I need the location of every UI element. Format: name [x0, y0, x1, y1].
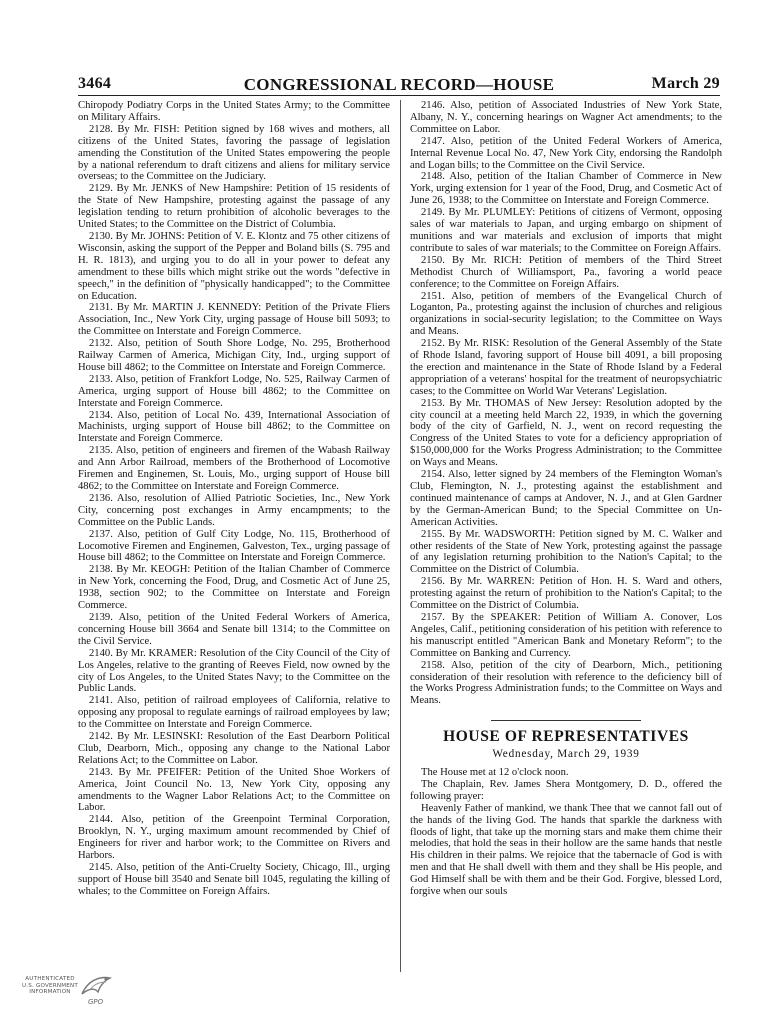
- paragraph: 2156. By Mr. WARREN: Petition of Hon. H. S. Ward and others, protesting against the return of prohibition to the Nation's Capital; to the Committee on the District of Columbia.: [410, 576, 722, 612]
- paragraph: 2135. Also, petition of engineers and firemen of the Wabash Railway and Ann Arbor Railroad, members of the Brotherhood of Locomotive Firemen and Enginemen, St. Louis, Mo., urging support of House bill 4862; to the Committee on Interstate and Foreign Commerce.: [78, 445, 390, 492]
- stamp-agency: GPO: [88, 998, 104, 1006]
- header-date: March 29: [651, 75, 720, 92]
- paragraph: 2147. Also, petition of the United Federal Workers of America, Internal Revenue Local No. 47, New York City, endorsing the Randolph and Logan bills; to the Committee on the Civil Service.: [410, 135, 722, 171]
- paragraph: 2152. By Mr. RISK: Resolution of the General Assembly of the State of Rhode Island, favoring support of House bill 4091, a bill proposing the erection and maintenance in the State of Rhode Island by a Federal appropriation of a veterans' hospital for the treatment of neuropsychiatric cases; to the Committee on World War Veterans' Legislation.: [410, 338, 722, 397]
- paragraph: 2134. Also, petition of Local No. 439, International Association of Machinists, urging support of House bill 4862; to the Committee on Interstate and Foreign Commerce.: [78, 409, 390, 445]
- paragraph: 2139. Also, petition of the United Federal Workers of America, concerning House bill 3664 and Senate bill 1314; to the Committee on the Civil Service.: [78, 611, 390, 647]
- paragraph: 2141. Also, petition of railroad employees of California, relative to opposing any proposal to regulate earnings of railroad employees by law; to the Committee on Interstate and Foreign Commerce.: [78, 695, 390, 731]
- paragraph: 2136. Also, resolution of Allied Patriotic Societies, Inc., New York City, concerning post exchanges in Army encampments; to the Committee on the Public Lands.: [78, 492, 390, 528]
- left-column: [78, 100, 390, 980]
- authentication-stamp: [22, 972, 118, 1012]
- paragraph: 2154. Also, letter signed by 24 members of the Flemington Woman's Club, Flemington, N. J., protesting against the establishment and continued maintenance of camps at Andover, N. J., and at Glen Gardner by the German-American Bund; to the Special Committee on Un-American Activities.: [410, 469, 722, 528]
- publication-title: CONGRESSIONAL RECORD—HOUSE: [243, 75, 555, 94]
- section-rule: [491, 720, 641, 721]
- prayer-paragraph: Heavenly Father of mankind, we thank Thee that we cannot fall out of the hands of the living God. The hands that sparkle the darkness with floods of light, that take up the morning stars and make them chime their melodies, that hold the seas in their hollow are the same hands that nestle His children in their palms. We rejoice that the tabernacle of God is with men and that He shall dwell with them and they shall be His people, and God Himself shall be with them and be their God. Forgive, blessed Lord, forgive when our souls: [410, 802, 722, 898]
- section-heading: HOUSE OF REPRESENTATIVES: [443, 728, 689, 746]
- paragraph: Chiropody Podiatry Corps in the United States Army; to the Committee on Military Affairs.: [78, 100, 390, 123]
- column-divider: [400, 100, 401, 972]
- section-date: Wednesday, March 29, 1939: [492, 748, 640, 761]
- paragraph: The House met at 12 o'clock noon.: [421, 767, 569, 779]
- page-header: [78, 73, 720, 96]
- paragraph: 2148. Also, petition of the Italian Chamber of Commerce in New York, urging extension for 1 year of the Food, Drug, and Cosmetic Act of June 26, 1938; to the Committee on Interstate and Foreign Commerce.: [410, 171, 722, 207]
- stamp-text: AUTHENTICATED U.S. GOVERNMENT INFORMATION: [22, 976, 79, 996]
- paragraph: 2142. By Mr. LESINSKI: Resolution of the East Dearborn Political Club, Dearborn, Mich., opposing any change to the National Labor Relations Act; to the Committee on Labor.: [78, 731, 390, 766]
- paragraph: 2128. By Mr. FISH: Petition signed by 168 wives and mothers, all citizens of the United States, favoring the passage of legislation amending the Constitution of the United States empowering the people by a national referendum to draft citizens and aliens for military service overseas; to the Committee on the Judiciary.: [78, 123, 390, 183]
- paragraph: 2155. By Mr. WADSWORTH: Petition signed by M. C. Walker and other residents of the State of New York, protesting against the passage of any legislation returning prohibition to the Nation's Capital; to the Committee on the District of Columbia.: [410, 528, 722, 576]
- paragraph: 2138. By Mr. KEOGH: Petition of the Italian Chamber of Commerce in New York, concerning the Food, Drug, and Cosmetic Act of June 25, 1938, section 902; to the Committee on Interstate and Foreign Commerce.: [78, 564, 390, 612]
- paragraph: 2146. Also, petition of Associated Industries of New York State, Albany, N. Y., concerning hearings on Wagner Act amendments; to the Committee on Labor.: [410, 100, 722, 135]
- page-number: 3464: [78, 75, 112, 92]
- paragraph: The Chaplain, Rev. James Shera Montgomery, D. D., offered the following prayer:: [410, 778, 722, 802]
- paragraph: 2149. By Mr. PLUMLEY: Petitions of citizens of Vermont, opposing sales of war materials to Japan, and urging embargo on shipment of munitions and war materials and exclusion of imports that might contribute to sales of war materials; to the Committee on Foreign Affairs.: [410, 207, 722, 254]
- paragraph: 2130. By Mr. JOHNS: Petition of V. E. Klontz and 75 other citizens of Wisconsin, asking the support of the Pepper and Boland bills (S. 795 and H. R. 1813), and urging you to do all in your power to defeat any amendment to these bills which might strike out the words "defective in speech," in the definition of "physically handicapped"; to the Committee on Education.: [78, 230, 390, 302]
- paragraph: 2140. By Mr. KRAMER: Resolution of the City Council of the City of Los Angeles, relative to the granting of Reeves Field, now owned by the city of Los Angeles, to the United States Navy; to the Committee on the Public Lands.: [78, 647, 390, 695]
- paragraph: 2151. Also, petition of members of the Evangelical Church of Loganton, Pa., protesting against the inclusion of churches and religious organizations in social-security legislation; to the Committee on Ways and Means.: [410, 290, 722, 338]
- paragraph: 2153. By Mr. THOMAS of New Jersey: Resolution adopted by the city council at a meeting held March 22, 1939, in which the governing body of the city of Garfield, N. J., went on record requesting the Congress of the United States to vote for a deficiency appropriation of $150,000,000 for the Works Progress Administration; to the Committee on Ways and Means.: [410, 397, 722, 469]
- paragraph: 2157. By the SPEAKER: Petition of William A. Conover, Los Angeles, Calif., petitioning consideration of his petition with reference to his manuscript entitled "American Bank and Monetary Reform"; to the Committee on Banking and Currency.: [410, 611, 722, 659]
- paragraph: 2137. Also, petition of Gulf City Lodge, No. 115, Brotherhood of Locomotive Firemen and Enginemen, Galveston, Tex., urging passage of House bill 4862; to the Committee on Interstate and Foreign Commerce.: [78, 528, 390, 564]
- paragraph: 2150. By Mr. RICH: Petition of members of the Third Street Methodist Church of Williamsport, Pa., favoring a world peace conference; to the Committee on Foreign Affairs.: [410, 254, 722, 290]
- paragraph: 2143. By Mr. PFEIFER: Petition of the United Shoe Workers of America, Joint Council No. 13, New York City, opposing any amendments to the Wagner Labor Relations Act; to the Committee on Labor.: [78, 766, 390, 814]
- paragraph: 2145. Also, petition of the Anti-Cruelty Society, Chicago, Ill., urging support of House bill 3540 and Senate bill 1045, regulating the killing of whales; to the Committee on Foreign Affairs.: [78, 862, 390, 897]
- paragraph: 2131. By Mr. MARTIN J. KENNEDY: Petition of the Private Fliers Association, Inc., New York City, urging passage of House bill 5093; to the Committee on Interstate and Foreign Commerce.: [78, 302, 390, 338]
- paragraph: 2133. Also, petition of Frankfort Lodge, No. 525, Railway Carmen of America, urging support of House bill 4862; to the Committee on Interstate and Foreign Commerce.: [78, 373, 390, 409]
- paragraph: 2129. By Mr. JENKS of New Hampshire: Petition of 15 residents of the State of New Hampshire, protesting against the passage of any legislation tending to return prohibition of alcoholic beverages to the United States; to the Committee on the District of Columbia.: [78, 183, 390, 231]
- paragraph: 2144. Also, petition of the Greenpoint Terminal Corporation, Brooklyn, N. Y., urging maximum amount recommended by Chief of Engineers for river and harbor work; to the Committee on Rivers and Harbors.: [78, 814, 390, 862]
- right-column: [410, 100, 722, 980]
- paragraph: 2132. Also, petition of South Shore Lodge, No. 295, Brotherhood Railway Carmen of America, Michigan City, Ind., urging support of House bill 4862; to the Committee on Interstate and Foreign Commerce.: [78, 338, 390, 373]
- paragraph: 2158. Also, petition of the city of Dearborn, Mich., petitioning consideration of their resolution with reference to the deficiency bill of the Works Progress Administration funds; to the Committee on Ways and Means.: [410, 659, 722, 707]
